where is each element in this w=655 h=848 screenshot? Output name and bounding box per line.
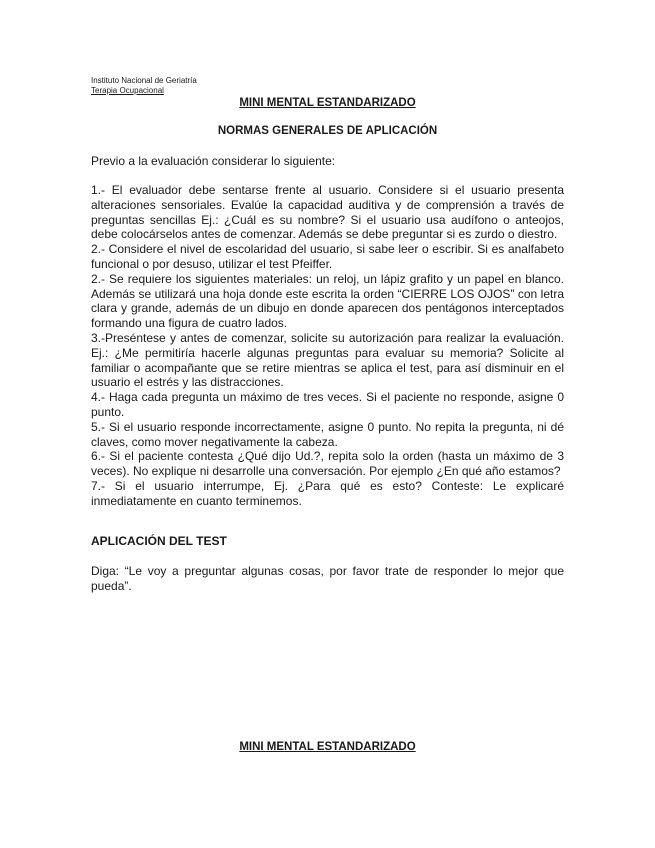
rule-item: 6.- Si el paciente contesta ¿Qué dijo Ud.?, repita solo la orden (hasta un máximo de 3 veces). No explique ni desarrolle una conversación. Por ejemplo ¿En qué año estamos?	[91, 449, 564, 479]
rule-item: 2.- Considere el nivel de escolaridad del usuario, si sabe leer o escribir. Si es analfabeto funcional o por desuso, utilizar el test Pfeiffer.	[91, 242, 564, 271]
section-title-general-rules: NORMAS GENERALES DE APLICACIÓN	[217, 125, 438, 137]
rule-item: 1.- El evaluador debe sentarse frente al usuario. Considere si el usuario presenta alteraciones sensoriales. Evalúe la capacidad auditiva y de comprensión a través de preguntas sencillas Ej.: ¿Cuál es su nombre? Si el usuario usa audífono o anteojos, debe colocárselos antes de comenzar. Además se debe preguntar si es zurdo o diestro.	[91, 183, 564, 242]
institution-name: Instituto Nacional de Geriatría	[91, 76, 197, 85]
instruction-paragraph: Diga: “Le voy a preguntar algunas cosas, por favor trate de responder lo mejor que pueda”.	[91, 564, 564, 593]
rule-item: 7.- Si el usuario interrumpe, Ej. ¿Para qué es esto? Conteste: Le explicaré inmediatamente en cuanto terminemos.	[91, 478, 564, 508]
rule-item: 5.- Si el usuario responde incorrectamente, asigne 0 punto. No repita la pregunta, ni dé claves, como mover negativamente la cabeza.	[91, 419, 564, 449]
intro-paragraph: Previo a la evaluación considerar lo siguiente:	[91, 154, 336, 168]
rule-item: 3.-Preséntese y antes de comenzar, solicite su autorización para realizar la evaluación. Ej.: ¿Me permitiría hacerle algunas preguntas para evaluar su memoria? Solicite al familiar o acompañante que se retire mientras se aplica el test, para así disminuir en el usuario el estrés y las distracciones.	[91, 330, 564, 390]
department-name: Terapia Ocupacional	[91, 86, 164, 95]
document-title-repeat: MINI MENTAL ESTANDARIZADO	[239, 741, 416, 753]
section-title-application: APLICACIÓN DEL TEST	[91, 534, 227, 548]
rules-list	[91, 183, 564, 509]
rule-item: 2.- Se requiere los siguientes materiales: un reloj, un lápiz grafito y un papel en blanco. Además se utilizará una hoja donde este escrita la orden “CIERRE LOS OJOS” con letra clara y grande, además de un dibujo en donde aparecen dos pentágonos interceptados formando una figura de cuatro lados.	[91, 271, 564, 331]
document-title: MINI MENTAL ESTANDARIZADO	[239, 97, 416, 109]
rule-item: 4.- Haga cada pregunta un máximo de tres veces. Si el paciente no responde, asigne 0 punto.	[91, 390, 564, 419]
